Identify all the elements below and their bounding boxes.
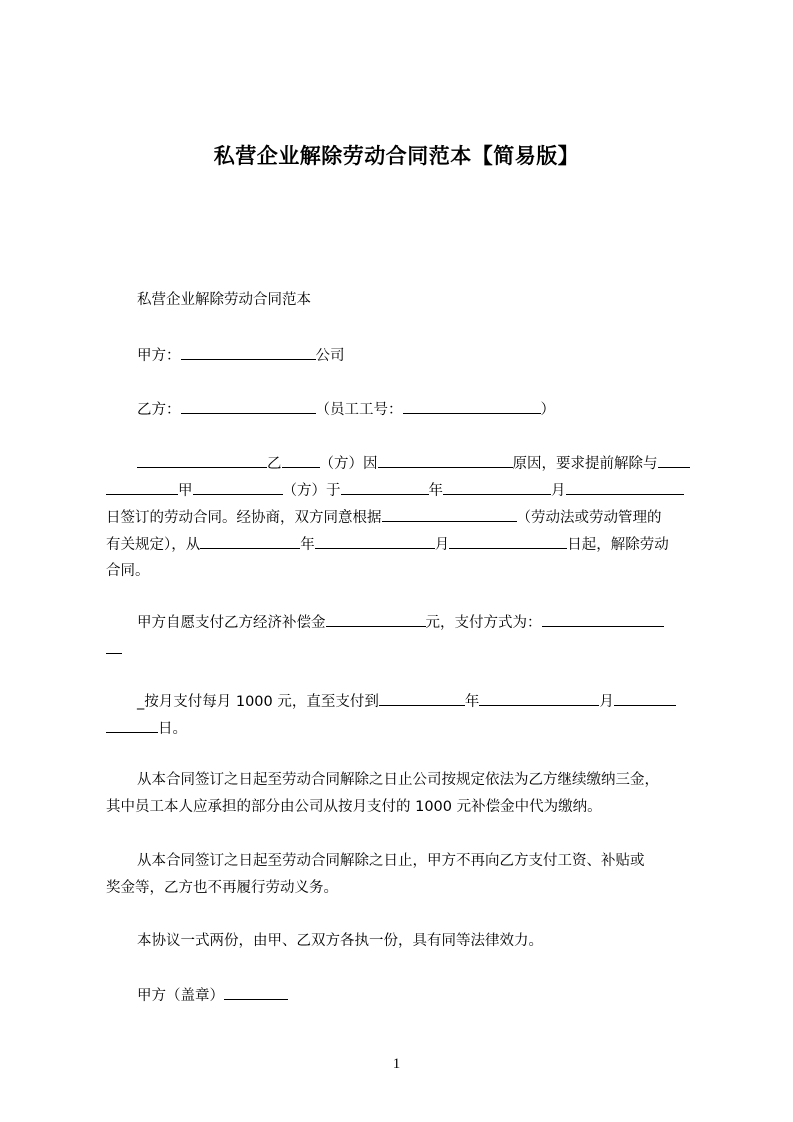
party-a-blank — [181, 345, 316, 360]
party-b-line: 乙方： （员工工号： ） — [137, 399, 555, 420]
copies-paragraph: 本协议一式两份，由甲、乙双方各执一份，具有同等法律效力。 — [137, 933, 543, 949]
page-number: 1 — [392, 1056, 401, 1072]
signature-blank — [224, 985, 288, 1000]
employee-id-blank — [403, 399, 541, 414]
party-b-blank — [181, 399, 316, 414]
signature-line: 甲方（盖章） — [137, 985, 288, 1006]
document-page: 私营企业解除劳动合同范本【简易版】 私营企业解除劳动合同范本 甲方： 公司 乙方： （员工工号： ） 乙 （方）因 原因，要求提前解除与 甲 （方）于 年 月 日签订的劳动合同。经协商，双方同意根据 （劳动法或劳动管理的 有关规定），从 年 月 日起，解除劳动 合同。 甲方自愿支付乙方经济补偿金 元，支付方式为： _按月支付每月 1000 元，直至支付到 年 月 日。 从本合同签订之日起至劳动合同解除之日止公司按规定依法为乙方继续缴纳三金， 其中员工本人应承担的部分由公司从按月支付的 1000 元补偿金中代为缴纳。 从本合同签订之日起至劳动合同解除之日止，甲方不再向乙方支付工资、补贴或 奖金等，乙方也不再履行劳动义务。 本协议一式两份，由甲、乙双方各执一份，具有同等法律效力。 甲方（盖章） 1 — [0, 0, 793, 1122]
party-a-line: 甲方： 公司 — [137, 345, 345, 366]
section-heading: 私营企业解除劳动合同范本 — [137, 292, 311, 308]
document-title: 私营企业解除劳动合同范本【简易版】 — [213, 144, 580, 168]
